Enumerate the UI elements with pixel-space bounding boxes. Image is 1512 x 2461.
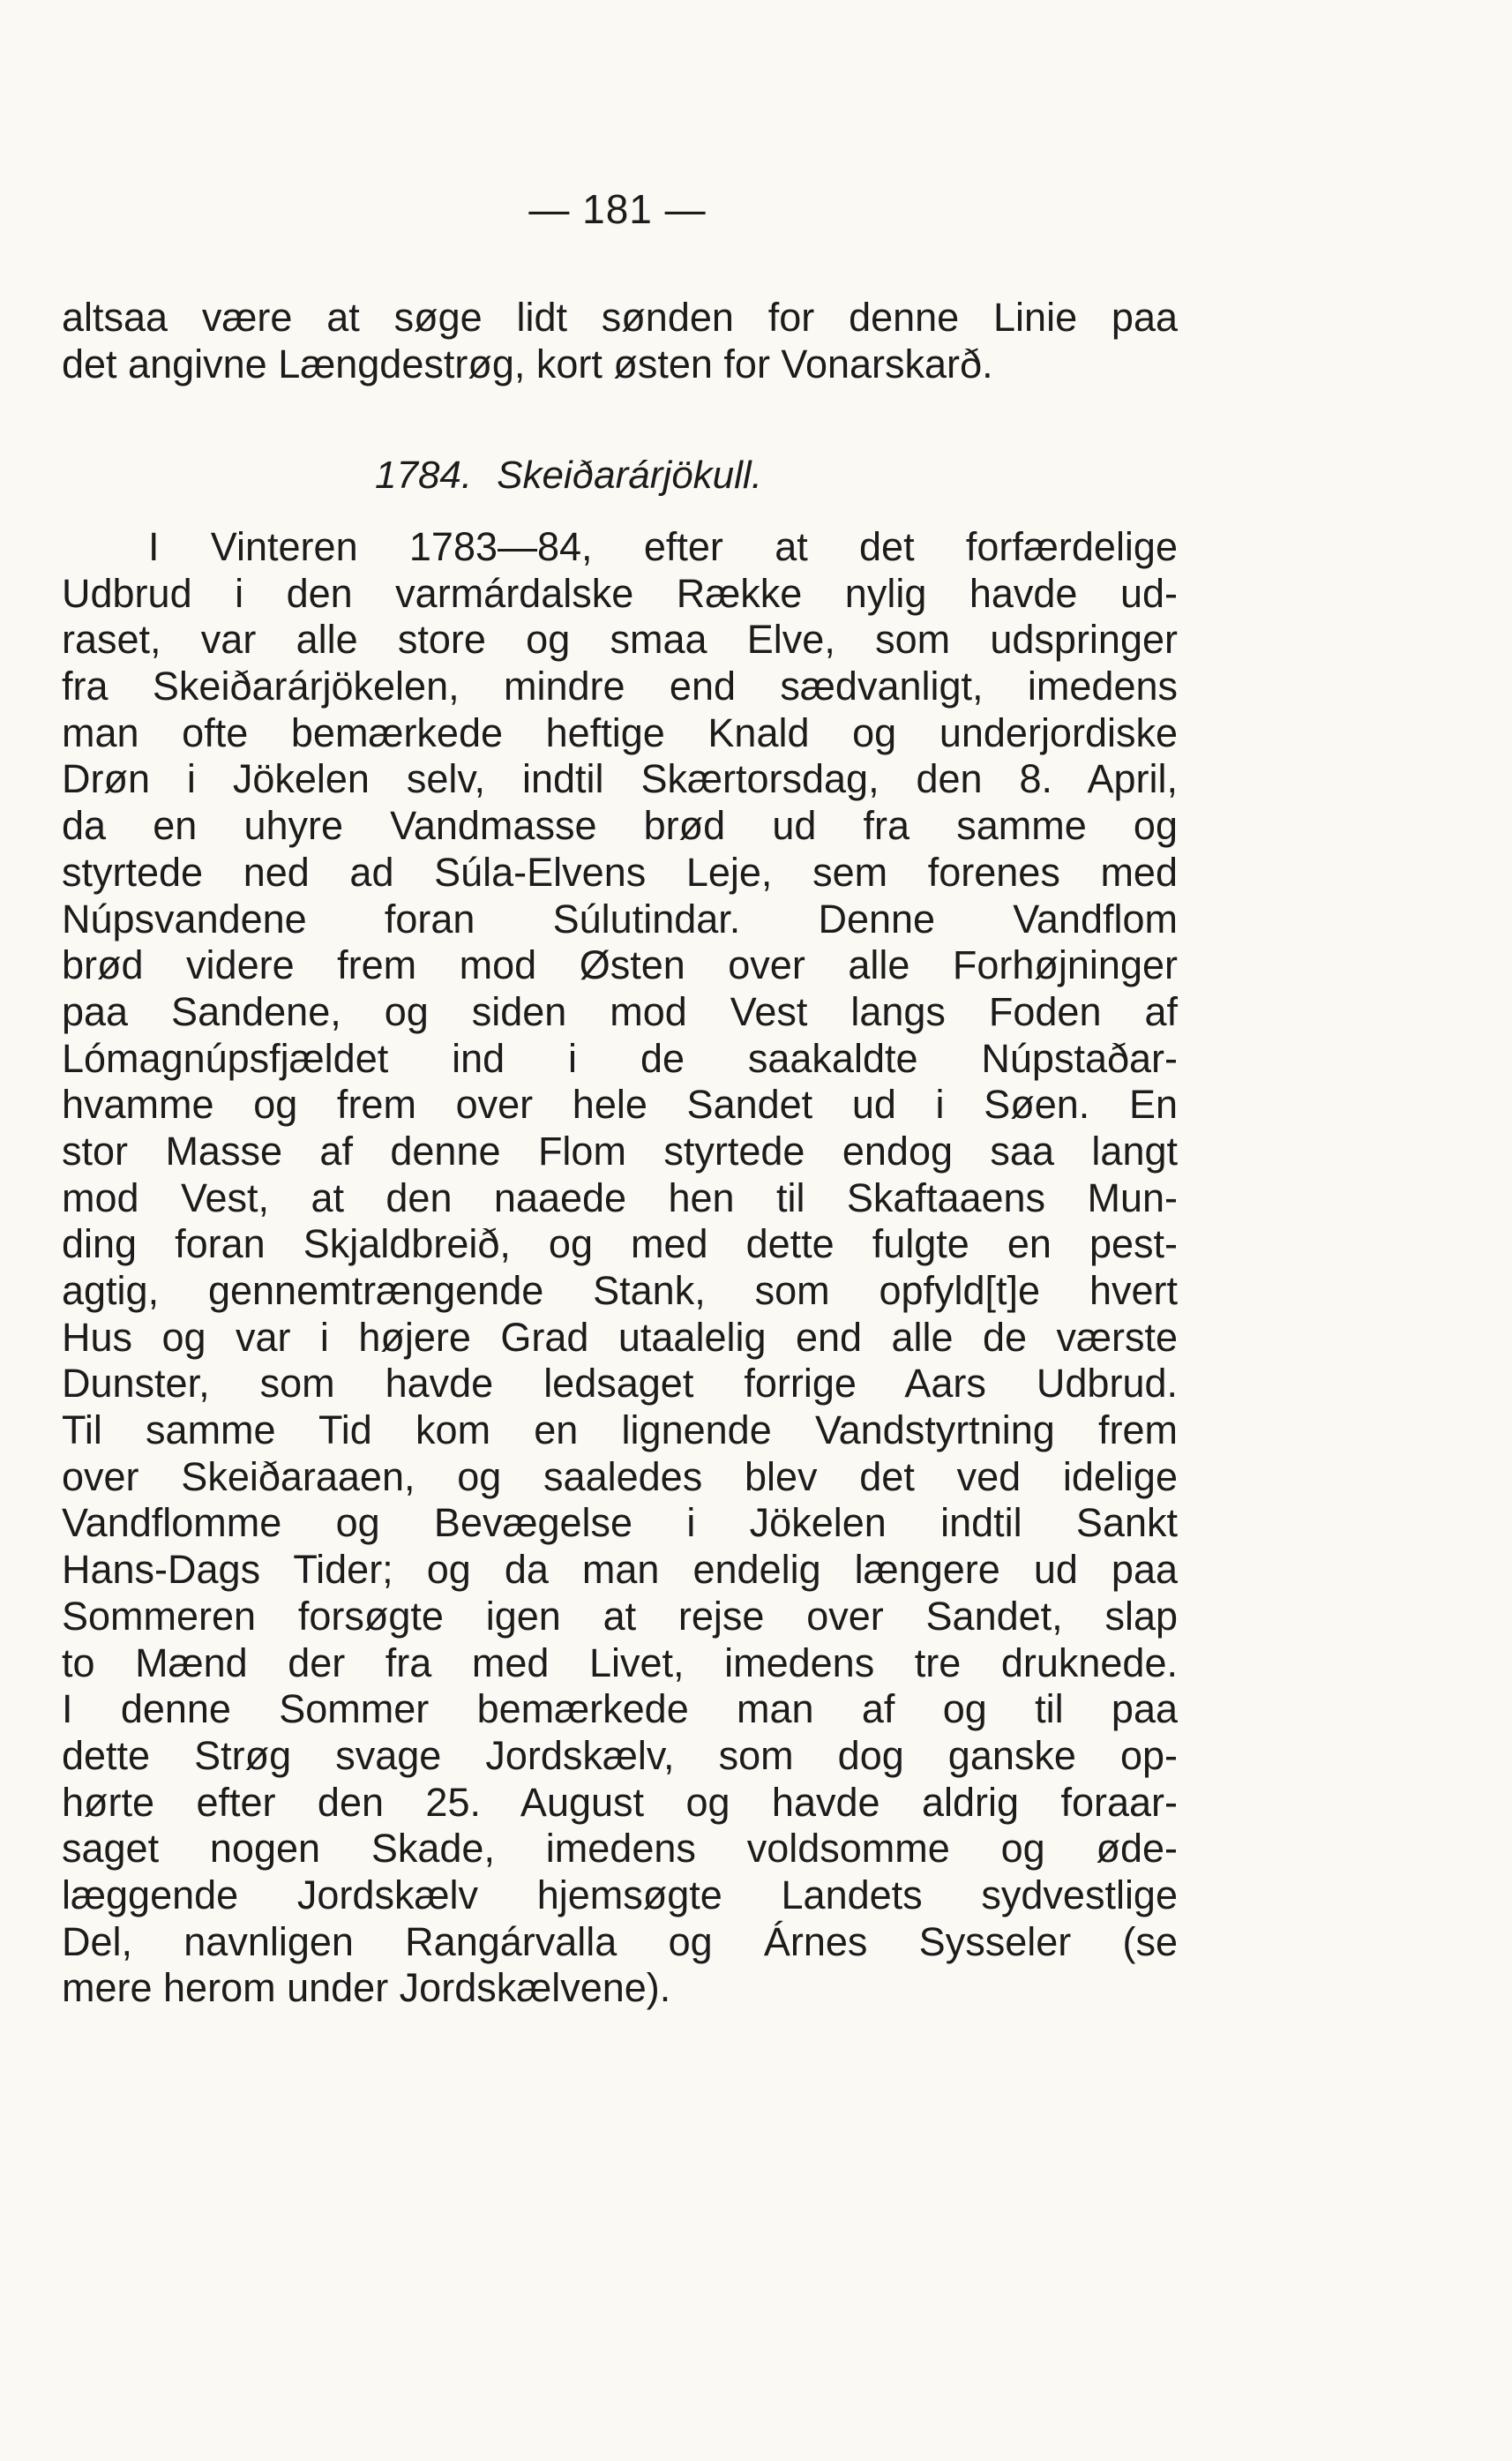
text-line: Dunster, som havde ledsaget forrige Aars Udbrud.	[62, 1361, 1178, 1407]
text-line: paa Sandene, og siden mod Vest langs Foden af	[62, 988, 1178, 1034]
text-line: Núpsvandene foran Súlutindar. Denne Vandflom	[62, 896, 1178, 942]
intro-paragraph	[62, 295, 1178, 387]
text-line: brød videre frem mod Østen over alle Forhøjninger	[62, 942, 1178, 988]
text-line: saget nogen Skade, imedens voldsomme og øde-	[62, 1826, 1178, 1872]
section-heading	[375, 454, 762, 498]
text-line: agtig, gennemtrængende Stank, som opfyld[t]e hvert	[62, 1268, 1178, 1313]
text-line: to Mænd der fra med Livet, imedens tre druknede.	[62, 1639, 1178, 1685]
text-line: I denne Sommer bemærkede man af og til paa	[62, 1686, 1178, 1732]
text-line: Del, navnligen Rangárvalla og Árnes Sysseler (se	[62, 1918, 1178, 1964]
text-line: Lómagnúpsfjældet ind i de saakaldte Núpstaðar-	[62, 1035, 1178, 1081]
text-line: hvamme og frem over hele Sandet ud i Søen. En	[62, 1082, 1178, 1128]
text-line: Drøn i Jökelen selv, indtil Skærtorsdag, den 8. April,	[62, 756, 1178, 802]
text-line: ding foran Skjaldbreið, og med dette fulgte en pest-	[62, 1221, 1178, 1267]
text-line: Vandflomme og Bevægelse i Jökelen indtil Sankt	[62, 1500, 1178, 1546]
text-line: Hus og var i højere Grad utaalelig end alle de værste	[62, 1314, 1178, 1360]
text-line: det angivne Længdestrøg, kort østen for Vonarskarð.	[62, 341, 993, 386]
text-line: dette Strøg svage Jordskælv, som dog ganske op-	[62, 1732, 1178, 1778]
text-line: styrtede ned ad Súla-Elvens Leje, sem forenes med	[62, 849, 1178, 895]
text-line: mere herom under Jordskælvene).	[62, 1965, 671, 2011]
text-line: man ofte bemærkede heftige Knald og underjordiske	[62, 709, 1178, 755]
text-line: Udbrud i den varmárdalske Række nylig havde ud-	[62, 570, 1178, 616]
text-line: Hans-Dags Tider; og da man endelig længere ud paa	[62, 1547, 1178, 1593]
text-line: fra Skeiðarárjökelen, mindre end sædvanligt, imedens	[62, 664, 1178, 709]
page-number: — 181 —	[528, 186, 707, 232]
section-year: 1784.	[375, 454, 473, 497]
text-line: mod Vest, at den naaede hen til Skaftaaens Mun-	[62, 1174, 1178, 1220]
body-paragraph	[62, 524, 1178, 2012]
text-line: hørte efter den 25. August og havde aldrig foraar-	[62, 1779, 1178, 1825]
text-line: over Skeiðaraaen, og saaledes blev det ved idelige	[62, 1453, 1178, 1499]
text-line: stor Masse af denne Flom styrtede endog saa langt	[62, 1128, 1178, 1174]
text-line: I Vinteren 1783—84, efter at det forfærdelige	[148, 524, 1178, 569]
text-line: da en uhyre Vandmasse brød ud fra samme og	[62, 803, 1178, 849]
text-line: Til samme Tid kom en lignende Vandstyrtning frem	[62, 1407, 1178, 1453]
text-line: læggende Jordskælv hjemsøgte Landets sydvestlige	[62, 1872, 1178, 1917]
section-title: Skeiðarárjökull.	[497, 454, 762, 497]
text-line: raset, var alle store og smaa Elve, som udspringer	[62, 617, 1178, 663]
text-line: altsaa være at søge lidt sønden for denne Linie paa	[62, 295, 1178, 340]
text-line: Sommeren forsøgte igen at rejse over Sandet, slap	[62, 1593, 1178, 1639]
